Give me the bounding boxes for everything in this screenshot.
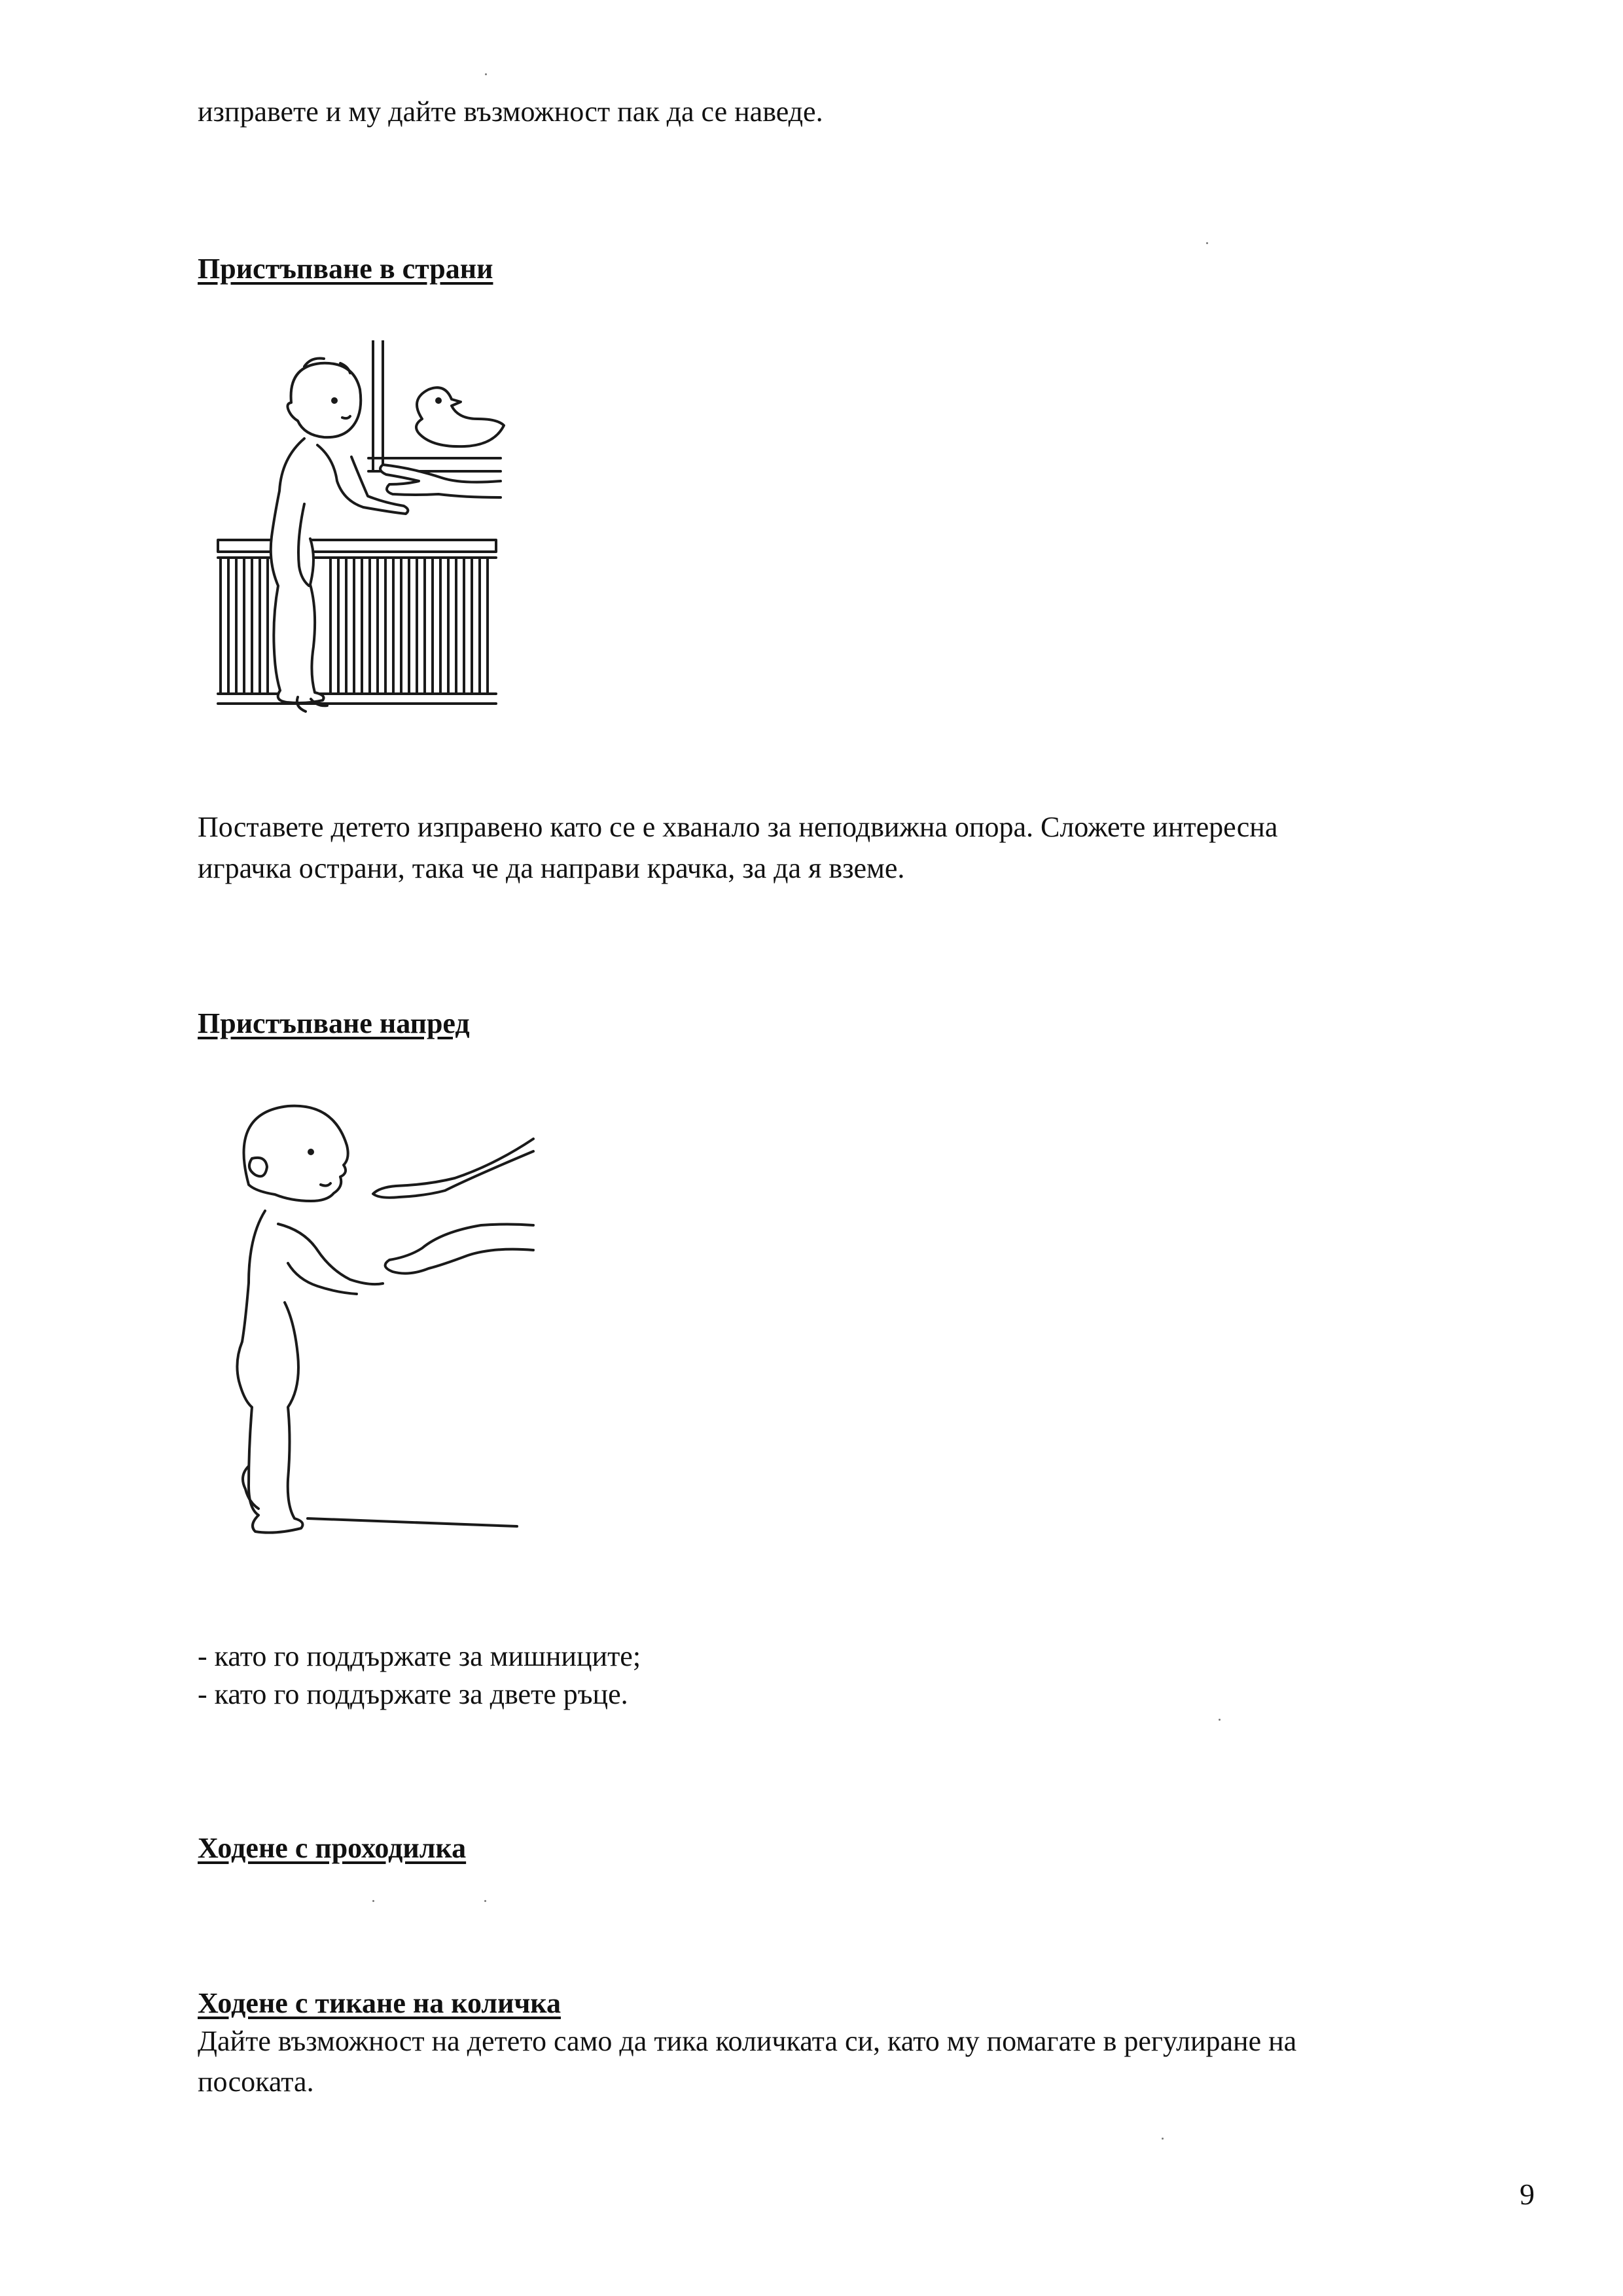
push-cart-paragraph-line-1: Дайте възможност на детето само да тика количката си, като му помагате в регулиране на [198, 2025, 1297, 2057]
baby-held-by-hands-illustration [196, 1100, 537, 1584]
scan-speck [1219, 1719, 1221, 1721]
scan-speck [1206, 242, 1208, 244]
heading-step-sideways: Пристъпване в страни [198, 253, 493, 285]
heading-walker: Ходене с проходилка [198, 1832, 467, 1864]
baby-at-crib-rail-illustration [206, 340, 514, 740]
step-sideways-paragraph-line-1: Поставете детето изправено като се е хванало за неподвижна опора. Сложете интересна [198, 811, 1278, 843]
intro-line: изправете и му дайте възможност пак да се наведе. [198, 96, 823, 128]
page-number: 9 [1520, 2178, 1535, 2211]
bullet-underarms: - като го поддържате за мишниците; [198, 1640, 641, 1672]
scan-speck [1162, 2138, 1164, 2140]
heading-step-forward: Пристъпване напред [198, 1007, 470, 1039]
push-cart-paragraph-line-2: посоката. [198, 2066, 314, 2098]
step-sideways-paragraph-line-2: играчка острани, така че да направи крачка, за да я вземе. [198, 852, 905, 884]
heading-push-cart: Ходене с тикане на количка [198, 1987, 561, 2019]
scan-speck [485, 73, 487, 75]
scan-speck [484, 1900, 486, 1902]
scan-speck [372, 1900, 374, 1902]
bullet-both-hands: - като го поддържате за двете ръце. [198, 1678, 628, 1710]
